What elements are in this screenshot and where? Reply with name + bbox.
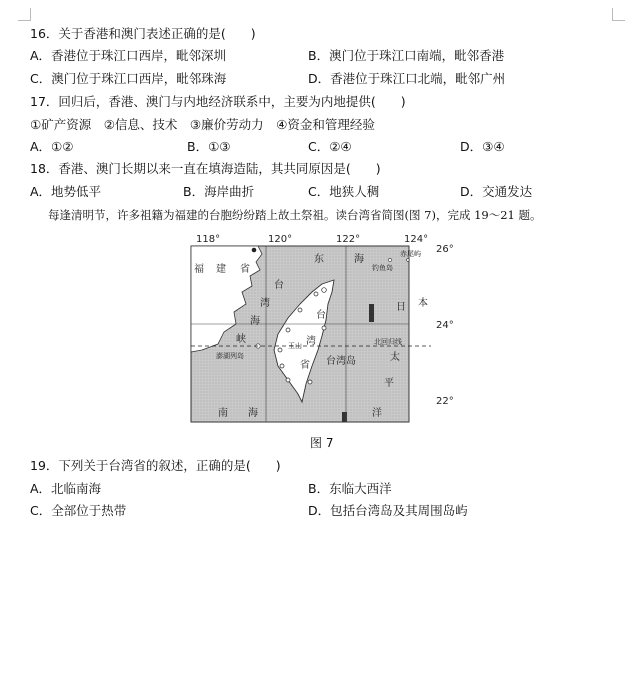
lat-26: 26° xyxy=(436,244,454,255)
label-taiping-3: 洋 xyxy=(372,408,382,419)
label-tropic: 北回归线 xyxy=(374,338,402,346)
label-yushan: 玉山 xyxy=(288,342,302,350)
q18-option-b: B．海岸曲折 xyxy=(183,184,255,199)
lon-122: 122° xyxy=(336,234,361,245)
label-tai2: 台 xyxy=(316,310,326,321)
q17-items: ①矿产资源 ②信息、技术 ③廉价劳动力 ④资金和管理经验 xyxy=(30,117,375,132)
label-chiwei: 赤尾屿 xyxy=(400,250,421,258)
label-penghu: 澎湖列岛 xyxy=(216,352,244,360)
diaoyu-island xyxy=(388,258,391,261)
q17-option-d: D．③④ xyxy=(460,139,505,154)
lon-118: 118° xyxy=(196,234,221,245)
q17-option-b: B．①③ xyxy=(187,139,231,154)
label-taiping-2: 平 xyxy=(384,378,394,389)
lat-24: 24° xyxy=(436,320,454,331)
q19-stem: 19．下列关于台湾省的叙述，正确的是( ) xyxy=(30,458,281,473)
q17-option-a: A．①② xyxy=(30,139,74,154)
label-jian: 建 xyxy=(216,264,226,275)
q16-option-d: D．香港位于珠江口北端，毗邻广州 xyxy=(308,71,506,86)
ryukyu-mark xyxy=(369,304,374,322)
label-wan1: 湾 xyxy=(260,298,270,309)
q17-option-c: C．②④ xyxy=(308,139,352,154)
label-hai3: 海 xyxy=(248,408,258,419)
label-diaoyu: 钓鱼岛 xyxy=(372,264,393,272)
figure-caption: 图 7 xyxy=(310,436,334,450)
lon-124: 124° xyxy=(404,234,429,245)
q19-option-d: D．包括台湾岛及其周围岛屿 xyxy=(308,503,468,518)
label-hai2: 海 xyxy=(250,316,260,327)
label-taiwan-island: 台湾岛 xyxy=(326,356,356,367)
lat-22: 22° xyxy=(436,396,454,407)
margin-corner-right xyxy=(612,8,625,21)
label-ben: 本 xyxy=(418,298,428,309)
label-hai1: 海 xyxy=(354,254,364,265)
label-sheng2: 省 xyxy=(300,360,310,371)
label-xia: 峡 xyxy=(236,334,246,345)
label-tai1: 台 xyxy=(274,280,284,291)
q19-option-b: B．东临大西洋 xyxy=(308,481,392,496)
fuzhou-capital xyxy=(252,248,257,253)
label-nan: 南 xyxy=(218,408,228,419)
q17-stem: 17．回归后，香港、澳门与内地经济联系中，主要为内地提供( ) xyxy=(30,94,406,109)
q16-option-b: B．澳门位于珠江口南端，毗邻香港 xyxy=(308,48,505,63)
q16-option-a: A．香港位于珠江口西岸，毗邻深圳 xyxy=(30,48,227,63)
taiwan-map-figure xyxy=(176,232,466,428)
q16-stem: 16．关于香港和澳门表述正确的是( ) xyxy=(30,26,256,41)
q16-option-c: C．澳门位于珠江口西岸，毗邻珠海 xyxy=(30,71,227,86)
label-taiping-1: 太 xyxy=(390,352,400,363)
label-dong: 东 xyxy=(314,254,324,265)
q18-option-d: D．交通发达 xyxy=(460,184,533,199)
q19-option-a: A．北临南海 xyxy=(30,481,102,496)
q18-option-a: A．地势低平 xyxy=(30,184,102,199)
q18-stem: 18．香港、澳门长期以来一直在填海造陆，其共同原因是( ) xyxy=(30,161,381,176)
label-ri: 日 xyxy=(396,302,406,313)
label-wan2: 湾 xyxy=(306,336,316,347)
label-fu: 福 xyxy=(194,264,204,275)
q18-option-c: C．地狭人稠 xyxy=(308,184,380,199)
margin-corner-left xyxy=(18,8,31,21)
label-sheng1: 省 xyxy=(240,264,250,275)
q19-option-c: C．全部位于热带 xyxy=(30,503,127,518)
lon-120: 120° xyxy=(268,234,293,245)
section-intro: 每逢清明节，许多祖籍为福建的台胞纷纷踏上故土祭祖。读台湾省简图(图 7)，完成 19～21 题。 xyxy=(48,208,542,222)
